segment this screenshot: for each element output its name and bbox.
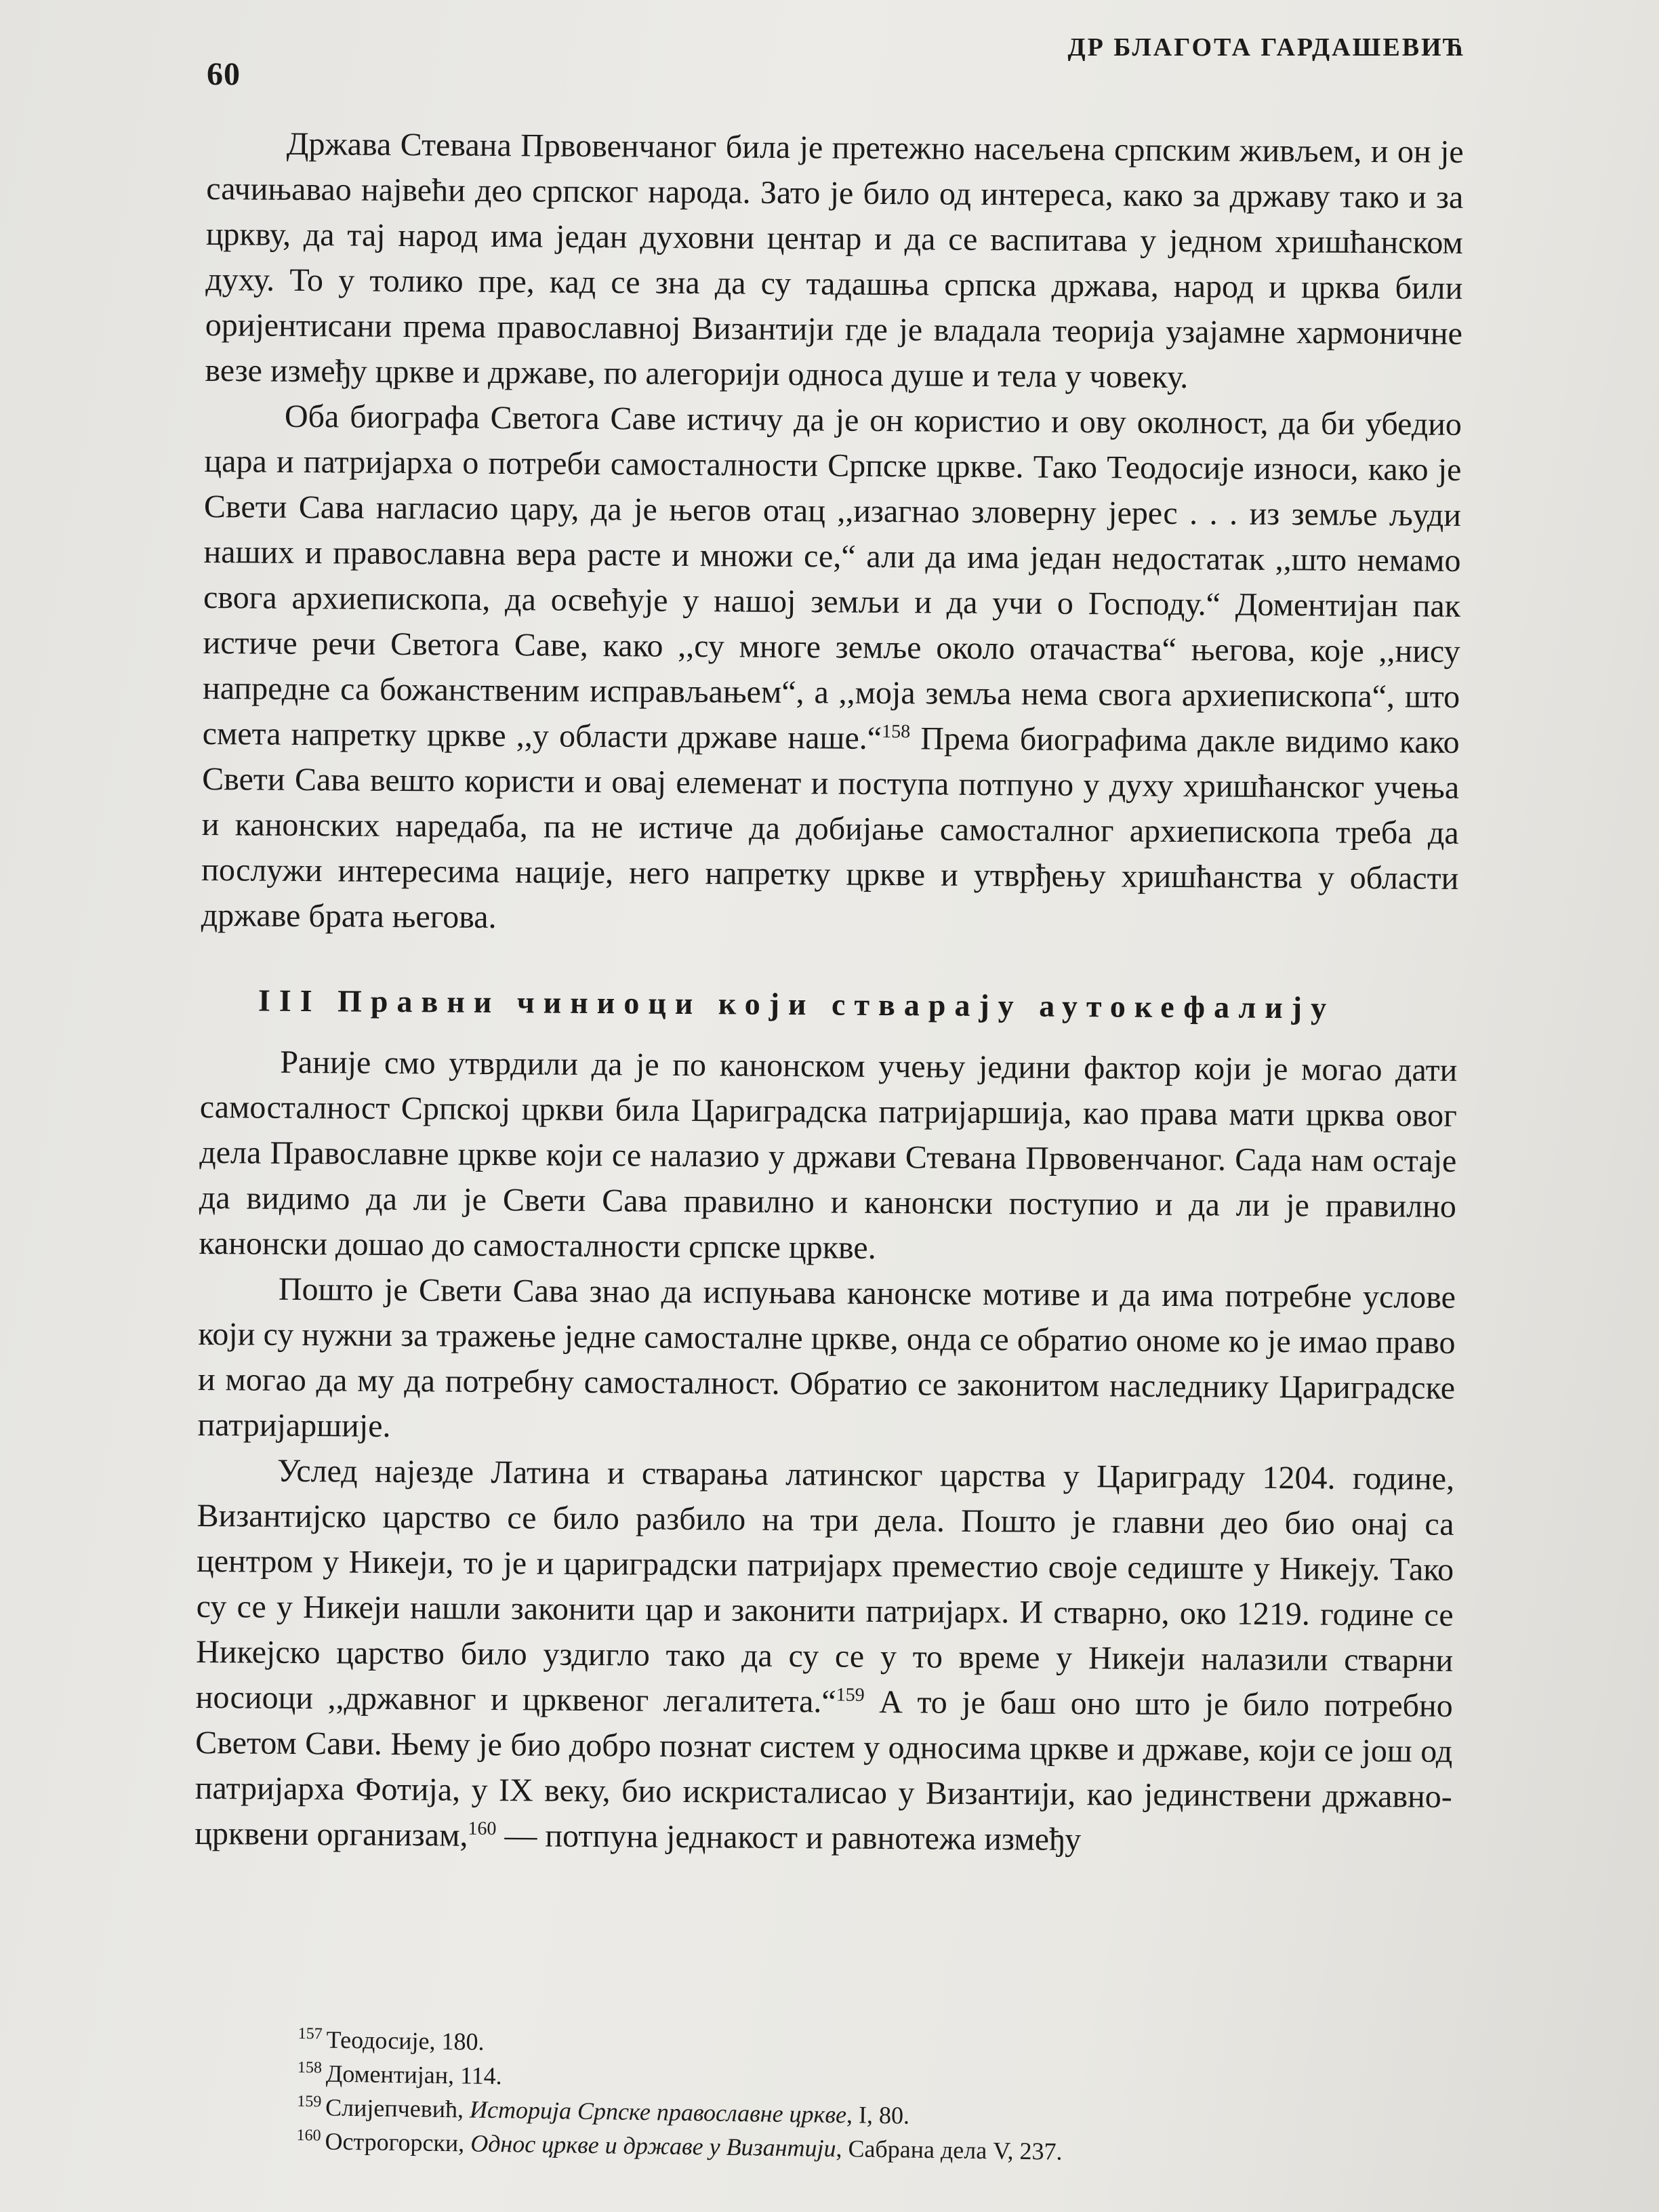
footnote-number: 158 xyxy=(297,2058,323,2077)
running-head: ДР БЛАГОТА ГАРДАШЕВИЋ xyxy=(1067,33,1466,62)
footnote-text: Доментијан, 114. xyxy=(325,2060,502,2090)
footnotes xyxy=(296,2020,1315,2169)
footnote-title: Историја Српске православне цркве xyxy=(469,2095,847,2129)
paragraph-4: Пошто је Свети Сава знао да испуњава канонске мотиве и да има потребне услове који су нужни за тражење једне самосталне цркве, онда се обратио ономе ко је имао право и могао да му да потребну самосталност. Обратио се законитом наследнику Цариградске патријаршије. xyxy=(197,1271,1456,1444)
footnote-text: Теодосије, 180. xyxy=(326,2026,485,2055)
paragraph-2 xyxy=(201,393,1462,947)
footnote-rest: , Сабрана дела V, 237. xyxy=(836,2135,1063,2165)
paragraph-5-tail-2: — потпуна једнакост и равнотежа између xyxy=(496,1818,1082,1858)
footnote-ref-160: 160 xyxy=(468,1818,497,1840)
footnote-number: 160 xyxy=(296,2126,321,2145)
paragraph-5 xyxy=(194,1448,1454,1865)
footnote-number: 157 xyxy=(298,2024,323,2043)
page-number: 60 xyxy=(207,56,241,92)
footnote-ref-158: 158 xyxy=(882,720,911,743)
footnote-author: Слијепчевић, xyxy=(325,2093,470,2123)
footnote-ref-159: 159 xyxy=(836,1684,865,1706)
paragraph-5-text: Услед најезде Латина и стварања латинског царства у Цариграду 1204. године, Византијско царство се било разбило на три дела. Пошто је главни део био онај са центром у Никеји, то је и цариградски патријарх преместио своје седиште у Никеју. Тако су се у Никеји нашли законити цар и законити патријарх. И стварно, око 1219. године се Никејско царство било уздигло тако да су се у то време у Никеји налазили стварни носиоци ,,државног и црквеног легалитета.“ xyxy=(195,1452,1455,1720)
paragraph-2-text: Оба биографа Светога Саве истичу да је он користио и ову околност, да би убедио цара и патријарха о потреби самосталности Српске цркве. Тако Теодосије износи, како је Свети Сава нагласио цару, да је његов отац ,,изагнао зловерну јерес . . . из земље људи наших и православна вера расте и множи се,“ али да има један недостатак ,,што немамо свога архиепископа, да освећује у нашој земљи и да учи о Господу.“ Доментијан пак истиче речи Светога Саве, како ,,су многе земље около отачаства“ његова, које ,,нису напредне са божанственим исправљањем“, а ,,моја земља нема свога архиепископа“, што смета напретку цркве ,,у области државе наше.“ xyxy=(202,398,1462,756)
paragraph-2-tail: Према биографима дакле видимо како Свети Сава вешто користи и овај елеменат и поступа потпуно у духу хришћанског учења и канонских наредаба, па не истиче да добијање самосталног архиепископа треба да послужи интересима нације, него напретку цркве и утврђењу хришћанства у области државе брата његова. xyxy=(201,720,1460,936)
footnote-title: Однос цркве и државе у Византији xyxy=(470,2129,836,2163)
footnote-author: Острогорски, xyxy=(325,2127,471,2157)
footnote-number: 159 xyxy=(297,2092,322,2111)
paragraph-5-tail: А то је баш оно што је било потребно Светом Сави. Њему је био добро познат систем у односима цркве и државе, који се још од патријарха Фотија, у IX веку, био искристалисао у Византији, као јединствени државно-црквени организам, xyxy=(194,1683,1453,1853)
paragraph-1: Држава Стевана Првовенчаног била је претежно насељена српским живљем, и он је сачињавао највећи део српског народа. Зато је било од интереса, како за државу тако и за цркву, да тај народ има један духовни центар и да се васпитава у једном хришћанском духу. То у толико пре, кад се зна да су тадашња српска држава, народ и црква били оријентисани према православној Византији где је владала теорија узајамне хармоничне везе између цркве и државе, по алегорији односа душе и тела у човеку. xyxy=(205,125,1464,396)
paragraph-3: Раније смо утврдили да је по канонском учењу једини фактор који је могао дати самосталност Српској цркви била Цариградска патријаршија, као права мати црква овог дела Православне цркве који се налазио у држави Стевана Првовенчаног. Сада нам остаје да видимо да ли је Свети Сава правилно и канонски поступио и да ли је правилно канонски дошао до самосталности српске цркве. xyxy=(199,1044,1458,1266)
section-heading: III Правни чиниоци који стварају аутокефалију xyxy=(258,983,1336,1025)
body-text xyxy=(194,121,1464,1865)
footnote-rest: , I, 80. xyxy=(846,2101,910,2129)
